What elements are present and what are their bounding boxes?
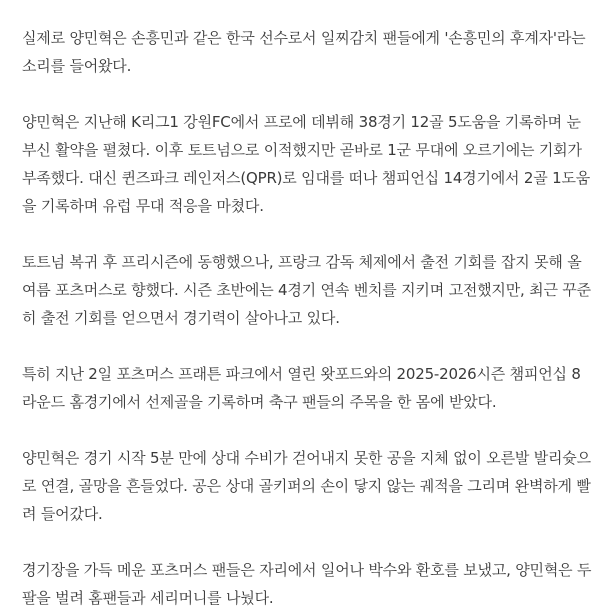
- paragraph: [22, 444, 591, 528]
- paragraph: [22, 24, 586, 80]
- article-body: [22, 24, 592, 612]
- paragraph-line: 여름 포츠머스로 향했다. 시즌 초반에는 4경기 연속 벤치를 지키며 고전했지만, 최근 꾸준: [22, 281, 591, 299]
- paragraph-line: 경기장을 가득 메운 포츠머스 팬들은 자리에서 일어나 박수와 환호를 보냈고, 양민혁은 두: [22, 561, 592, 579]
- paragraph-line: 을 기록하며 유럽 무대 적응을 마쳤다.: [22, 197, 264, 215]
- paragraph-line: 양민혁은 지난해 K리그1 강원FC에서 프로에 데뷔해 38경기 12골 5도움을 기록하며 눈: [22, 113, 581, 131]
- paragraph-line: 특히 지난 2일 포츠머스 프래튼 파크에서 열린 왓포드와의 2025-2026시즌 챔피언십 8: [22, 365, 581, 383]
- paragraph: [22, 360, 586, 416]
- paragraph-line: 팔을 벌려 홈팬들과 세리머니를 나눴다.: [22, 589, 274, 607]
- paragraph-line: 토트넘 복귀 후 프리시즌에 동행했으나, 프랑크 감독 체제에서 출전 기회를 잡지 못해 올: [22, 253, 582, 271]
- paragraph-line: 려 들어갔다.: [22, 505, 103, 523]
- paragraph-line: 라운드 홈경기에서 선제골을 기록하며 축구 팬들의 주목을 한 몸에 받았다.: [22, 393, 497, 411]
- paragraph: [22, 248, 591, 332]
- paragraph-line: 로 연결, 골망을 흔들었다. 공은 상대 골키퍼의 손이 닿지 않는 궤적을 그리며 완벽하게 빨: [22, 477, 591, 495]
- paragraph-line: 소리를 들어왔다.: [22, 57, 132, 75]
- paragraph-line: 부족했다. 대신 퀸즈파크 레인저스(QPR)로 임대를 떠나 챔피언십 14경기에서 2골 1도움: [22, 169, 591, 187]
- paragraph-line: 양민혁은 경기 시작 5분 만에 상대 수비가 걷어내지 못한 공을 지체 없이 오른발 발리슛으: [22, 449, 591, 467]
- paragraph: [22, 108, 591, 220]
- paragraph-line: 히 출전 기회를 얻으면서 경기력이 살아나고 있다.: [22, 309, 340, 327]
- paragraph-line: 실제로 양민혁은 손흥민과 같은 한국 선수로서 일찌감치 팬들에게 '손흥민의 후계자'라는: [22, 29, 586, 47]
- paragraph-line: 부신 활약을 펼쳤다. 이후 토트넘으로 이적했지만 곧바로 1군 무대에 오르기에는 기회가: [22, 141, 582, 159]
